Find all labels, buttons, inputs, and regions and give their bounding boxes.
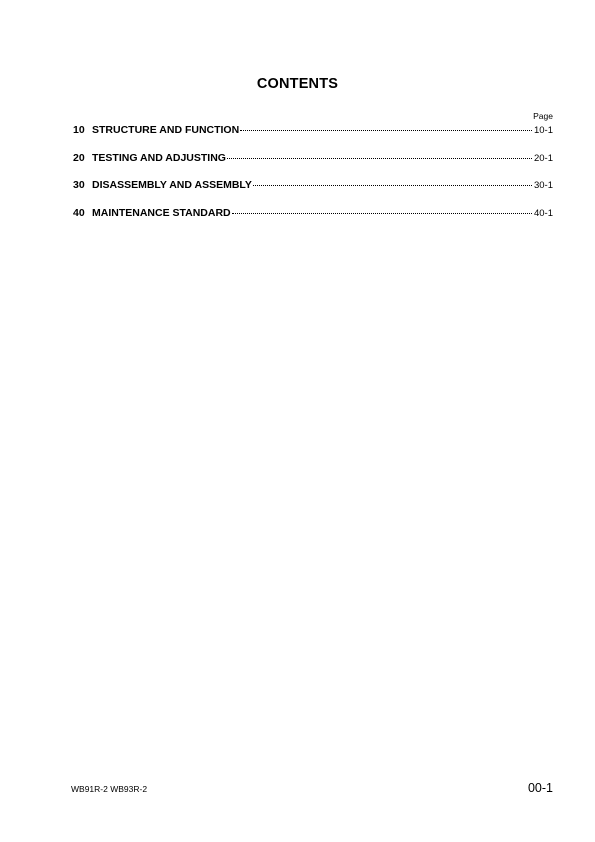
toc-entry-testing-and-adjusting[interactable] <box>73 152 553 165</box>
toc-entry-number: 20 <box>73 151 85 164</box>
table-of-contents <box>73 124 553 234</box>
toc-entry-page[interactable]: 20-1 <box>533 152 553 164</box>
footer-page-number: 00-1 <box>527 781 553 795</box>
dot-leader <box>227 158 532 159</box>
toc-entry-maintenance-standard[interactable] <box>73 207 553 220</box>
toc-entry-label[interactable]: DISASSEMBLY AND ASSEMBLY <box>92 179 252 191</box>
toc-entry-disassembly-and-assembly[interactable] <box>73 179 553 192</box>
dot-leader <box>253 185 532 186</box>
dot-leader <box>240 130 532 131</box>
dot-leader <box>232 213 532 214</box>
toc-entry-page[interactable]: 30-1 <box>533 180 553 191</box>
page-column-header: Page <box>533 111 553 121</box>
toc-entry-page[interactable]: 40-1 <box>533 207 553 219</box>
toc-entry-number: 10 <box>73 124 85 136</box>
toc-entry-number: 40 <box>73 206 85 219</box>
toc-entry-label[interactable]: MAINTENANCE STANDARD <box>92 206 231 219</box>
toc-entry-label[interactable]: TESTING AND ADJUSTING <box>92 151 226 164</box>
toc-entry-number: 30 <box>73 179 85 191</box>
toc-entry-label[interactable]: STRUCTURE AND FUNCTION <box>92 124 240 136</box>
toc-entry-structure-and-function[interactable] <box>73 124 553 137</box>
toc-entry-page[interactable]: 10-1 <box>533 125 553 136</box>
page-title: CONTENTS <box>256 76 339 92</box>
footer-model-number: WB91R-2 WB93R-2 <box>71 784 148 794</box>
